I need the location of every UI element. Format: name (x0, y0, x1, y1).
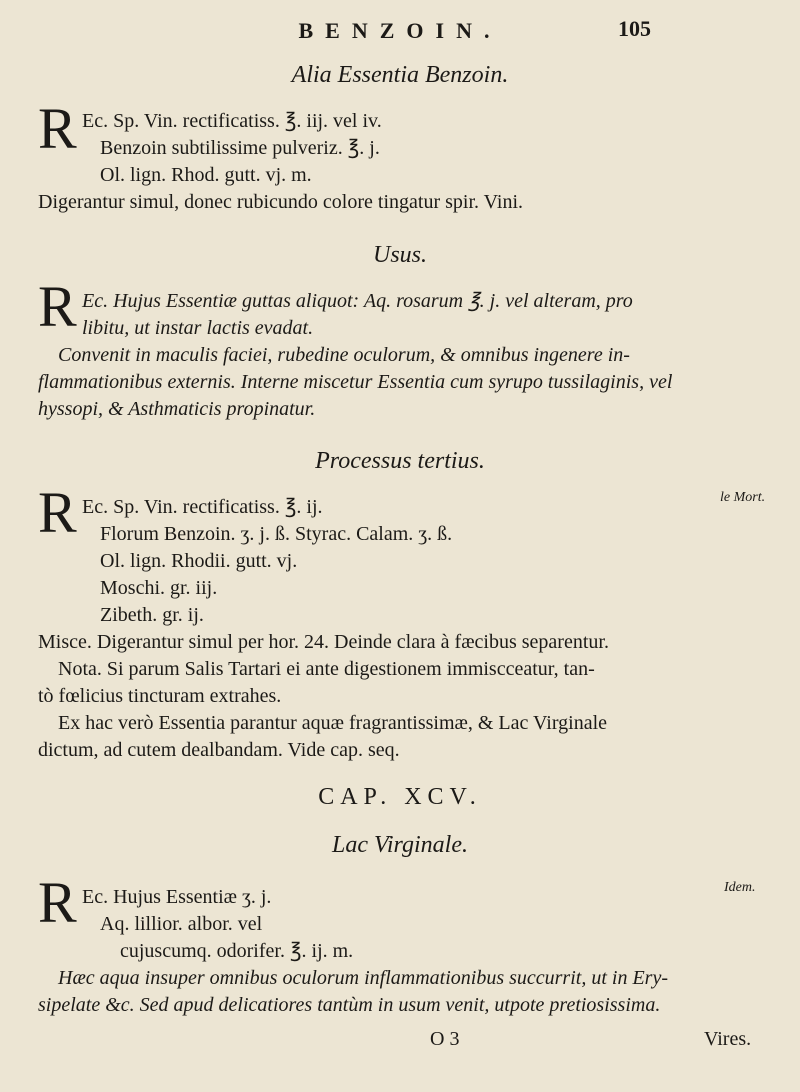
recipe-line: cujuscumq. odorifer. ℥. ij. m. (120, 940, 354, 962)
recipe-line: sipelate &c. Sed apud delicatiores tantùm in usum venit, utpote pretiosissima. (38, 994, 661, 1016)
usage-line: Convenit in maculis faciei, rubedine oculorum, & omnibus ingenere in- (58, 344, 630, 366)
drop-cap: R (38, 96, 77, 161)
page-number: 105 (618, 16, 651, 41)
recipe-line: Nota. Si parum Salis Tartari ei ante digestionem immiscceatur, tan- (58, 658, 595, 680)
recipe-line: Hæc aqua insuper omnibus oculorum inflammationibus succurrit, ut in Ery- (58, 967, 668, 989)
drop-cap: R (38, 274, 77, 339)
section-heading-processus-tertius: Processus tertius. (315, 448, 485, 474)
running-title: BENZOIN. (298, 18, 502, 43)
recipe-line: Zibeth. gr. ij. (100, 604, 204, 626)
catchword: Vires. (704, 1028, 752, 1050)
recipe-line: Ec. Sp. Vin. rectificatiss. ℥. iij. vel iv. (82, 110, 382, 132)
drop-cap: R (38, 480, 77, 545)
section-heading-usus: Usus. (372, 242, 427, 268)
recipe-line: Ol. lign. Rhod. gutt. vj. m. (100, 164, 312, 186)
drop-cap: R (38, 870, 77, 935)
usage-line: flammationibus externis. Interne miscetur Essentia cum syrupo tussilaginis, vel (38, 371, 673, 393)
section-heading-alia-essentia: Alia Essentia Benzoin. (291, 62, 509, 88)
margin-note: Idem. (724, 880, 756, 895)
recipe-line: Benzoin subtilissime pulveriz. ℥. j. (100, 137, 380, 159)
recipe-line: Ec. Hujus Essentiæ ʒ. j. (82, 886, 272, 908)
recipe-line: dictum, ad cutem dealbandam. Vide cap. seq. (38, 739, 400, 761)
usage-line: libitu, ut instar lactis evadat. (82, 317, 314, 339)
recipe-line: Florum Benzoin. ʒ. j. ß. Styrac. Calam. ʒ. ß. (100, 523, 453, 545)
recipe-line: Digerantur simul, donec rubicundo colore tingatur spir. Vini. (38, 191, 523, 213)
recipe-line: Moschi. gr. iij. (100, 577, 218, 599)
recipe-line: Ex hac verò Essentia parantur aquæ fragrantissimæ, & Lac Virginale (58, 712, 608, 734)
recipe-line: tò fœlicius tincturam extrahes. (38, 685, 282, 707)
chapter-title: Lac Virginale. (332, 832, 468, 858)
margin-note: le Mort. (720, 490, 766, 505)
recipe-line: Ec. Sp. Vin. rectificatiss. ℥. ij. (82, 496, 323, 518)
usage-line: hyssopi, & Asthmaticis propinatur. (38, 398, 316, 420)
recipe-line: Aq. lillior. albor. vel (100, 913, 263, 935)
signature-mark: O 3 (430, 1028, 460, 1050)
recipe-line: Misce. Digerantur simul per hor. 24. Deinde clara à fæcibus separentur. (38, 631, 609, 653)
recipe-line: Ol. lign. Rhodii. gutt. vj. (100, 550, 298, 572)
usage-line: Ec. Hujus Essentiæ guttas aliquot: Aq. rosarum ℥. j. vel alteram, pro (82, 290, 633, 312)
chapter-heading: CAP. XCV. (318, 784, 482, 810)
